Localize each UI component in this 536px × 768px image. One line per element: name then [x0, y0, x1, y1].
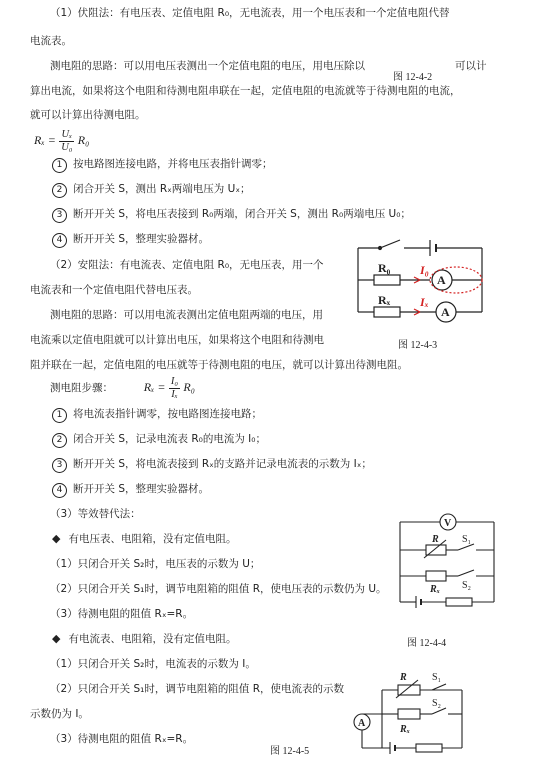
amp-step-1: [52, 407, 262, 423]
label-s2-4: S₂: [462, 580, 472, 591]
figure-caption-12-4-2: 图 12-4-2: [393, 72, 433, 83]
amp-idea-line2: 电流乘以定值电阻就可以计算出电压，如果将这个电阻和待测电: [30, 334, 324, 346]
case1-step-3: （3）待测电阻的阻值 Rₓ=R。: [50, 608, 194, 620]
steps-label: 测电阻步骤：: [50, 382, 113, 394]
amp-idea-line1: 测电阻的思路：可以用电流表测出定值电阻两端的电压，用: [50, 309, 323, 321]
volt-step-2: [52, 182, 250, 198]
label-i0: I₀: [420, 263, 429, 277]
case2-heading-text: 有电流表、电阻箱，没有定值电阻。: [68, 633, 237, 645]
substitution-title: （3）等效替代法：: [50, 508, 141, 520]
amp-formula: [50, 373, 195, 402]
volt-step-1: [52, 157, 273, 173]
volt-step-3: [52, 207, 411, 223]
label-rx-4: Rₓ: [430, 584, 441, 595]
label-r-5: R: [400, 672, 407, 683]
volt-formula: [34, 126, 89, 155]
amp-method-title: （2）安阻法：有电流表、定值电阻 R₀，无电压表，用一个: [50, 259, 324, 271]
label-voltmeter: V: [444, 518, 452, 529]
volt-step-4: [52, 232, 209, 248]
amp-step-4: [52, 482, 209, 498]
case1-heading: [52, 532, 236, 546]
case2-step-2-cont: 示数仍为 I。: [30, 708, 89, 720]
step-text: 断开开关 S，将电流表接到 Rₓ的支路并记录电流表的示数为 Iₓ；: [73, 458, 372, 470]
step-text: 断开开关 S，将电压表接到 R₀两端，闭合开关 S，测出 R₀两端电压 U₀；: [73, 208, 411, 220]
figure-caption-12-4-3: 图 12-4-3: [398, 340, 438, 351]
case1-heading-text: 有电压表、电阻箱，没有定值电阻。: [68, 533, 237, 545]
step-text: 断开开关 S，整理实验器材。: [73, 483, 210, 495]
volt-idea-line1-tail: 可以计: [455, 60, 487, 72]
label-r-4: R: [432, 534, 439, 545]
label-rx-5: Rₓ: [400, 724, 411, 735]
resistor-rx-4: [426, 571, 446, 581]
case2-heading: [52, 632, 236, 646]
formula-lhs: Rₓ =: [34, 133, 56, 147]
amp-method-title-cont: 电流表和一个定值电阻代替电压表。: [30, 284, 198, 296]
label-s1-4: S₁: [462, 534, 472, 545]
step-text: 按电路图连接电路，并将电压表指针调零；: [73, 158, 273, 170]
resistor-rx-5: [398, 709, 420, 719]
step-number: 4: [52, 483, 67, 498]
label-rx: Rₓ: [378, 293, 391, 307]
label-r0: R₀: [378, 261, 391, 275]
figure-caption-12-4-4: 图 12-4-4: [407, 638, 447, 649]
circuit-12-4-3: [350, 236, 490, 332]
formula-numerator: Uₓ: [59, 129, 74, 142]
circuit-12-4-4: [396, 512, 500, 616]
diamond-bullet-icon: ◆: [52, 532, 61, 545]
label-s1-5: S₁: [432, 672, 442, 683]
step-text: 闭合开关 S，记录电流表 R₀的电流为 I₀；: [73, 433, 266, 445]
label-ammeter-bottom: A: [441, 305, 450, 319]
step-number: 2: [52, 183, 67, 198]
formula-r0: R₀: [183, 380, 195, 394]
resistor-rx: [374, 307, 400, 317]
formula-fraction: [59, 129, 74, 154]
label-ix: Iₓ: [420, 295, 429, 309]
volt-idea-line1: 测电阻的思路：可以用电压表测出一个定值电阻的电压，用电压除以: [50, 60, 365, 72]
label-ammeter-top: A: [437, 273, 446, 287]
amp-step-2: [52, 432, 266, 448]
formula-denominator: U₀: [61, 141, 73, 153]
step-text: 闭合开关 S，测出 Rₓ两端电压为 Uₓ；: [73, 183, 251, 195]
volt-method-title-cont: 电流表。: [30, 35, 72, 47]
step-number: 3: [52, 208, 67, 223]
circuit-12-4-5: [350, 664, 470, 756]
case2-step-1: （1）只闭合开关 S₂时，电流表的示数为 I。: [50, 658, 256, 670]
step-number: 4: [52, 233, 67, 248]
volt-idea-line2: 算出电流，如果将这个电阻和待测电阻串联在一起，定值电阻的电流就等于待测电阻的电流，: [30, 85, 461, 97]
diamond-bullet-icon: ◆: [52, 632, 61, 645]
switch-blade: [380, 240, 400, 248]
resistor-r0: [374, 275, 400, 285]
label-ammeter-5: A: [358, 718, 366, 729]
label-s2-5: S₂: [432, 698, 442, 709]
formula-numerator: I₀: [170, 375, 179, 387]
case1-step-1: （1）只闭合开关 S₂时，电压表的示数为 U；: [50, 558, 261, 570]
step-number: 1: [52, 158, 67, 173]
step-number: 3: [52, 458, 67, 473]
volt-method-title: （1）伏阻法：有电压表、定值电阻 R₀，无电流表，用一个电压表和一个定值电阻代替: [50, 7, 450, 19]
step-text: 断开开关 S，整理实验器材。: [73, 233, 210, 245]
case2-step-2: （2）只闭合开关 S₁时，调节电阻箱的阻值 R，使电流表的示数: [50, 683, 345, 695]
formula-r0: R₀: [77, 133, 90, 147]
formula-fraction: [169, 376, 180, 401]
volt-idea-line3: 就可以计算出待测电阻。: [30, 109, 146, 121]
step-text: 将电流表指针调零，按电路图连接电路；: [73, 408, 262, 420]
formula-lhs: Rₓ =: [143, 380, 166, 394]
step-number: 1: [52, 408, 67, 423]
case2-step-3: （3）待测电阻的阻值 Rₓ=R。: [50, 733, 194, 745]
step-number: 2: [52, 433, 67, 448]
figure-caption-12-4-5: 图 12-4-5: [270, 746, 310, 757]
formula-denominator: Iₓ: [171, 388, 178, 400]
amp-step-3: [52, 457, 372, 473]
amp-idea-line3: 阻并联在一起，定值电阻的电压就等于待测电阻的电压，就可以计算出待测电阻。: [30, 359, 408, 371]
case1-step-2: （2）只闭合开关 S₁时，调节电阻箱的阻值 R，使电压表的示数仍为 U。: [50, 583, 387, 595]
